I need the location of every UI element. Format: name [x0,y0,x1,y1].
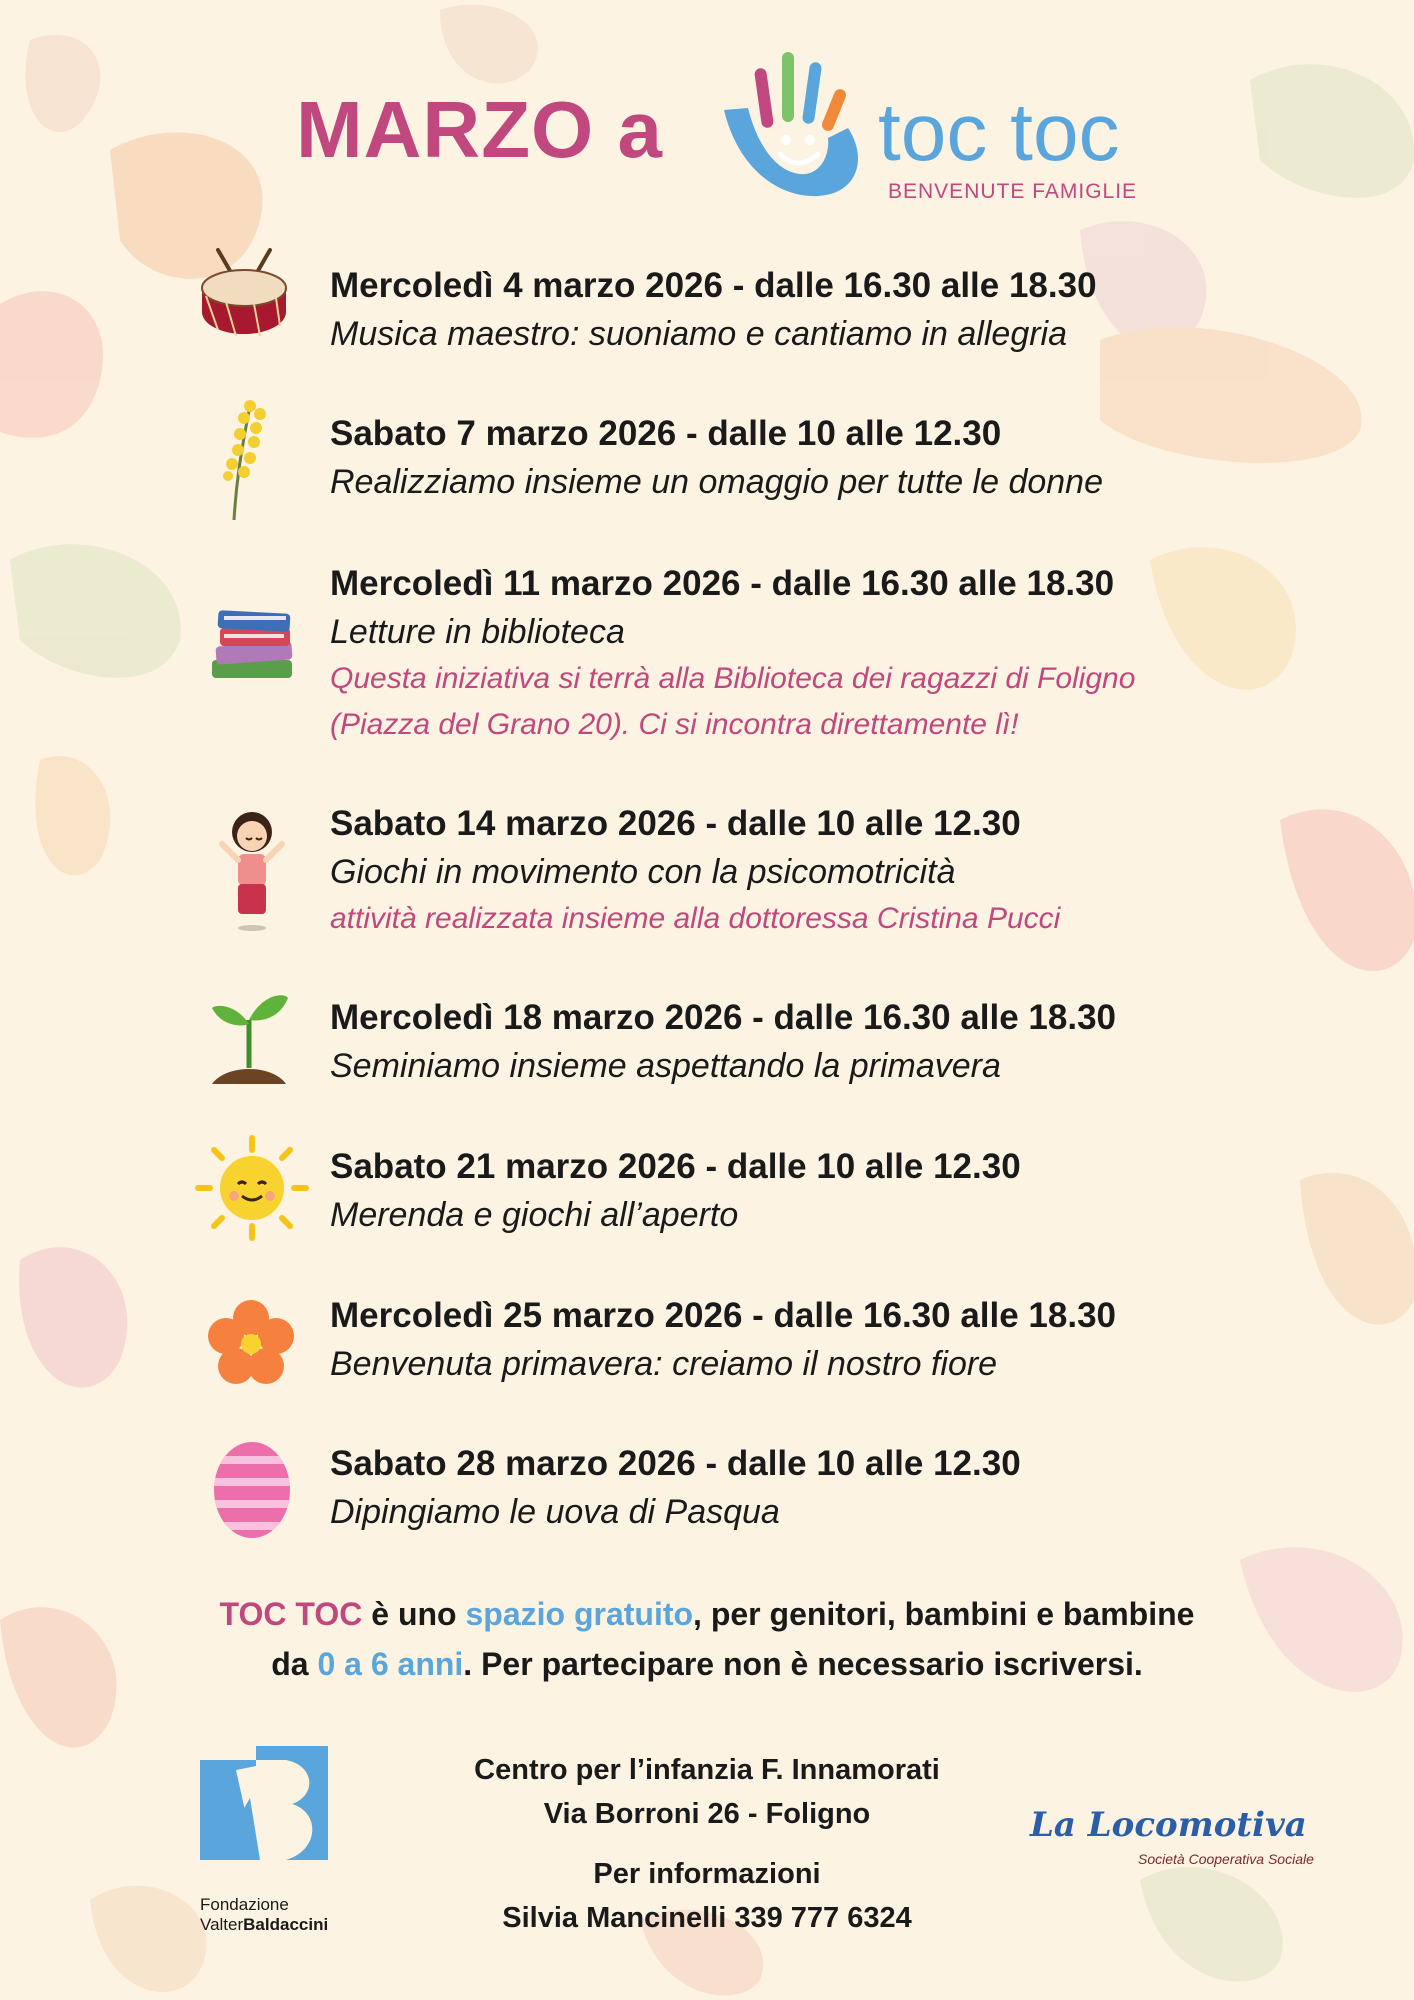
contact-person: Silvia Mancinelli 339 777 6324 [502,1902,912,1934]
event-note: Questa iniziativa si terrà alla Biblioteca dei ragazzi di Foligno [330,662,1136,695]
event-description: Letture in biblioteca [330,613,625,651]
toc-toc-logo [718,48,1168,210]
event-description: Giochi in movimento con la psicomotricità [330,853,956,891]
sponsor-name-line1: Fondazione [200,1895,289,1914]
sun-icon [196,1136,308,1240]
easter-egg-icon [212,1434,292,1540]
info-text: . Per partecipare non è necessario iscriversi. [463,1646,1143,1682]
la-locomotiva-logo [1026,1786,1314,1876]
event-date: Sabato 7 marzo 2026 - dalle 10 alle 12.30 [330,414,1002,453]
event-date: Sabato 21 marzo 2026 - dalle 10 alle 12.30 [330,1147,1021,1186]
info-text: da [271,1646,318,1682]
event-description: Seminiamo insieme aspettando la primavera [330,1047,1001,1085]
jumping-child-icon [212,808,292,932]
page-title: MARZO a [296,85,663,174]
event-description: Dipingiamo le uova di Pasqua [330,1493,780,1531]
event-date: Sabato 14 marzo 2026 - dalle 10 alle 12.30 [330,804,1021,843]
venue-address: Via Borroni 26 - Foligno [543,1798,871,1830]
event-item [330,262,1097,358]
event-date: Mercoledì 11 marzo 2026 - dalle 16.30 alle 18.30 [330,564,1115,603]
event-item [330,1143,1021,1239]
info-line [0,1639,1414,1689]
logo-tagline: BENVENUTE FAMIGLIE [888,180,1138,203]
event-item [330,994,1116,1090]
books-icon [204,594,300,690]
event-item [330,410,1103,506]
sponsor-name-last: Baldaccini [243,1915,329,1934]
flower-icon [206,1298,296,1386]
highlight-age: 0 a 6 anni [317,1646,464,1682]
event-date: Mercoledì 4 marzo 2026 - dalle 16.30 alle 18.30 [330,266,1097,305]
event-note: attività realizzata insieme alla dottoressa Cristina Pucci [330,902,1061,935]
event-date: Mercoledì 25 marzo 2026 - dalle 16.30 alle 18.30 [330,1296,1117,1335]
highlight-free: spazio gratuito [465,1596,694,1632]
mimosa-icon [210,396,280,522]
sprout-icon [206,984,292,1084]
logo-name: toc toc [878,87,1120,178]
partner-tagline: Società Cooperativa Sociale [1138,1851,1314,1867]
event-description: Merenda e giochi all’aperto [330,1196,739,1234]
brand-name: TOC TOC [219,1596,363,1632]
partner-name: La Locomotiva [1030,1805,1307,1845]
venue-name: Centro per l’infanzia F. Innamorati [474,1754,940,1786]
event-date: Sabato 28 marzo 2026 - dalle 10 alle 12.30 [330,1444,1021,1483]
event-item [330,1292,1116,1388]
event-item [330,560,1135,748]
event-note: (Piazza del Grano 20). Ci si incontra direttamente lì! [330,708,1019,741]
event-description: Benvenuta primavera: creiamo il nostro fiore [330,1345,998,1383]
event-description: Musica maestro: suoniamo e cantiamo in allegria [330,315,1068,353]
event-item [330,1440,1021,1536]
sponsor-name-first: Valter [200,1915,244,1934]
info-text: , per genitori, bambini e bambine [693,1596,1195,1632]
event-item [330,800,1060,942]
info-text: è uno [362,1596,466,1632]
drum-icon [196,246,292,342]
contact-label: Per informazioni [593,1858,821,1890]
info-line [0,1589,1414,1639]
event-description: Realizziamo insieme un omaggio per tutte le donne [330,463,1104,501]
event-date: Mercoledì 18 marzo 2026 - dalle 16.30 alle 18.30 [330,998,1117,1037]
